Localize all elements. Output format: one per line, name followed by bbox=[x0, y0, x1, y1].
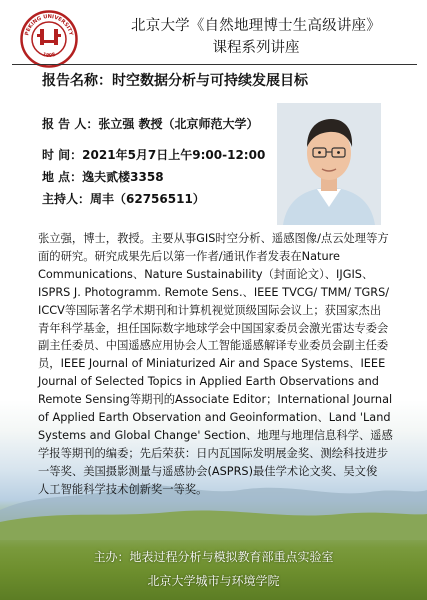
bio-line: 人工智能科学技术创新奖一等奖。 bbox=[38, 482, 208, 496]
bio-line: Remote Sensing等期刊的Associate Editor；International Journal bbox=[38, 393, 393, 407]
bio-line: Communications、Nature Sustainability（封面论文）、IJGIS、 bbox=[38, 267, 374, 281]
peking-university-logo bbox=[20, 10, 78, 68]
bio-line: Systems and Global Change' Section、地理与地理信息科学、遥感 bbox=[38, 428, 393, 442]
bio-line: ICCV等国际著名学术期刊和计算机视觉顶级国际会议上；获国家杰出 bbox=[38, 303, 382, 317]
bio-line: 面的研究。研究成果先后以第一作者/通讯作者发表在Nature bbox=[38, 249, 340, 263]
speaker-info: 报 告 人：张立强 教授（北京师范大学） bbox=[42, 117, 259, 131]
bio-line: 张立强，博士，教授。主要从事GIS时空分析、遥感图像/点云处理等方 bbox=[38, 232, 389, 245]
place-info: 地 点：逸夫贰楼3358 bbox=[42, 170, 164, 184]
bio-line: Journal of Selected Topics in Applied Earth Observations and bbox=[38, 375, 379, 389]
bio-line: of Applied Earth Observation and Geoinformation、Land 'Land bbox=[38, 411, 391, 425]
report-title: 报告名称：时空数据分析与可持续发展目标 bbox=[42, 73, 308, 89]
speaker-biography bbox=[38, 230, 410, 499]
svg-text:1898: 1898 bbox=[41, 51, 57, 60]
bio-line: ISPRS J. Photogramm. Remote Sens.、IEEE TVCG/ TMM/ TGRS/ bbox=[38, 285, 390, 299]
bio-line: 副主任委员、中国遥感应用协会人工智能遥感解译专业委员会副主任委 bbox=[38, 339, 389, 353]
bio-line: 一等奖、美国摄影测量与遥感协会(ASPRS)最佳学术论文奖、吴文俊 bbox=[38, 464, 378, 478]
series-subtitle: 课程系列讲座 bbox=[212, 40, 300, 56]
host-info: 主持人：周丰（62756511） bbox=[42, 192, 205, 206]
time-info: 时 间：2021年5月7日上午9:00-12:00 bbox=[42, 148, 266, 162]
speaker-photo bbox=[277, 103, 381, 225]
school-text: 北京大学城市与环境学院 bbox=[147, 574, 280, 588]
bio-line: 青年科学基金，担任国际数字地球学会中国国家委员会激光雷达专委会 bbox=[38, 321, 389, 335]
series-title: 北京大学《自然地理博士生高级讲座》 bbox=[131, 18, 381, 34]
svg-text:PEKING UNIVERSITY: PEKING UNIVERSITY bbox=[24, 13, 74, 37]
organizer-text: 主办：地表过程分析与模拟教育部重点实验室 bbox=[93, 550, 334, 564]
bio-line: 学报等期刊的编委；先后荣获：日内瓦国际发明展金奖、测绘科技进步 bbox=[38, 446, 389, 460]
bio-line: 员，IEEE Journal of Miniaturized Air and Space Systems、IEEE bbox=[38, 357, 386, 371]
header-divider bbox=[12, 64, 417, 65]
